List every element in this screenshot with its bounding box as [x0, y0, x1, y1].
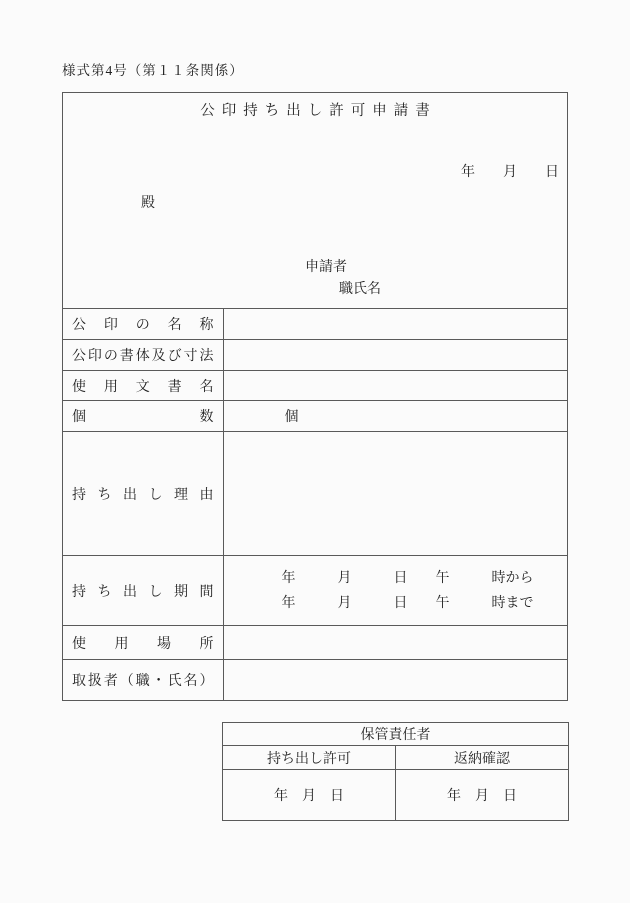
seal-name-label: 公印の名称 [63, 309, 223, 340]
table-row-reason [63, 432, 567, 556]
handler-value [223, 660, 567, 700]
addressee-label: 殿 [141, 196, 155, 211]
takeout-period-label: 持ち出し期間 [63, 556, 223, 626]
period-to-line: 年 月 日 午 時まで [281, 595, 534, 611]
takeout-reason-value [223, 432, 567, 556]
takeout-reason-label: 持ち出し理由 [63, 432, 223, 556]
count-label: 個数 [63, 401, 223, 432]
takeout-period-value [223, 556, 567, 626]
table-row-handler [63, 660, 567, 700]
count-unit-value: 個 [223, 401, 567, 432]
application-form-box [62, 92, 568, 701]
handler-label: 取扱者（職・氏名） [63, 660, 223, 700]
document-name-value [223, 371, 567, 401]
applicant-label: 申請者 [305, 260, 347, 275]
form-title: 公印持ち出し許可申請書 [200, 103, 437, 119]
document-name-label: 使用文書名 [63, 371, 223, 401]
custody-table [222, 722, 569, 821]
custody-manager-header: 保管責任者 [223, 723, 569, 746]
permission-date-cell: 年 月 日 [223, 770, 396, 821]
table-row-document-name [63, 371, 567, 401]
use-place-value [223, 626, 567, 660]
form-fields-table [63, 308, 567, 700]
applicant-name-label: 職氏名 [339, 282, 381, 297]
period-from-line: 年 月 日 午 時から [281, 570, 534, 586]
table-row-place [63, 626, 567, 660]
return-date-cell: 年 月 日 [396, 770, 569, 821]
use-place-label: 使用場所 [63, 626, 223, 660]
custody-subheader-row [223, 746, 569, 770]
custody-dates-row [223, 770, 569, 821]
table-row-period [63, 556, 567, 626]
seal-typeface-value [223, 340, 567, 371]
takeout-permission-header: 持ち出し許可 [223, 746, 396, 770]
table-row-count [63, 401, 567, 432]
application-date-line: 年 月 日 [461, 165, 559, 180]
table-row-seal-name [63, 309, 567, 340]
form-header-area [63, 93, 567, 308]
custody-title-row [223, 723, 569, 746]
form-number-label: 様式第4号（第１１条関係） [62, 63, 244, 78]
table-row-seal-typeface [63, 340, 567, 371]
seal-name-value [223, 309, 567, 340]
return-confirmation-header: 返納確認 [396, 746, 569, 770]
seal-typeface-label: 公印の書体及び寸法 [63, 340, 223, 371]
